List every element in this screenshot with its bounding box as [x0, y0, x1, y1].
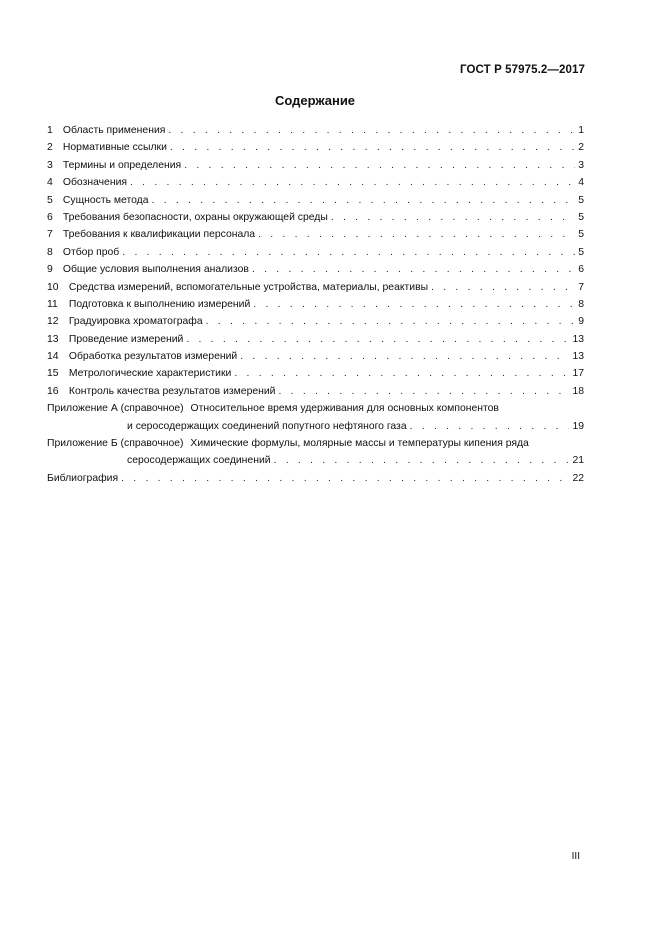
- toc-annex-a-continued[interactable]: [47, 418, 584, 435]
- toc-entry-label: Требования безопасности, охраны окружающей среды: [62, 211, 328, 223]
- toc-entry-label: Метрологические характеристики: [68, 368, 232, 380]
- dot-leader: [121, 470, 569, 487]
- toc-entry-16[interactable]: [47, 383, 584, 400]
- toc-annex-a[interactable]: [47, 400, 584, 417]
- toc-entry-page: 7: [578, 281, 584, 293]
- toc-entry-7[interactable]: [47, 226, 584, 243]
- toc-entry-label: Термины и определения: [62, 159, 182, 171]
- dot-leader: [278, 383, 569, 400]
- toc-entry-page: 18: [572, 385, 584, 397]
- toc-entry-page: 22: [572, 472, 584, 484]
- toc-entry-page: 19: [572, 420, 584, 432]
- annex-title-line2: серосодержащих соединений: [127, 455, 271, 467]
- annex-kind: Приложение А (справочное): [47, 403, 184, 415]
- toc-entry-page: 5: [578, 194, 584, 206]
- dot-leader: [253, 296, 575, 313]
- toc-entry-number: 11: [47, 298, 58, 310]
- toc-entry-label: Область применения: [62, 125, 166, 136]
- toc-entry-page: 13: [572, 351, 584, 363]
- toc-entry-13[interactable]: [47, 331, 584, 348]
- toc-entry-9[interactable]: [47, 261, 584, 278]
- toc-entry-number: 15: [47, 368, 59, 380]
- toc-entry-12[interactable]: [47, 313, 584, 330]
- toc-entry-label: Градуировка хроматографа: [68, 316, 203, 328]
- annex-title-line1: Относительное время удерживания для основных компонентов: [190, 403, 499, 415]
- toc-entry-number: 12: [47, 316, 59, 328]
- toc-entry-10[interactable]: [47, 279, 584, 296]
- toc-entry-2[interactable]: [47, 139, 584, 156]
- toc-entry-label: Общие условия выполнения анализов: [62, 264, 249, 276]
- toc-annex-b[interactable]: [47, 435, 584, 452]
- toc-title: Содержание: [274, 93, 356, 108]
- toc-entry-number: 1: [47, 125, 53, 136]
- toc-bibliography[interactable]: [47, 470, 584, 487]
- dot-leader: [184, 157, 575, 174]
- toc-entry-11[interactable]: [47, 296, 584, 313]
- toc-entry-label: Отбор проб: [62, 246, 120, 258]
- toc-entry-page: 8: [578, 298, 584, 310]
- dot-leader: [258, 226, 575, 243]
- annex-title-line1: Химические формулы, молярные массы и температуры кипения ряда: [190, 438, 529, 450]
- toc-entry-page: 21: [572, 455, 584, 467]
- toc-entry-label: Сущность метода: [62, 194, 149, 206]
- toc-entry-4[interactable]: [47, 174, 584, 191]
- toc-entry-14[interactable]: [47, 348, 584, 365]
- toc-entry-number: 2: [47, 142, 53, 154]
- toc-entry-3[interactable]: [47, 157, 584, 174]
- dot-leader: [274, 452, 570, 469]
- toc-entry-number: 8: [47, 246, 53, 258]
- toc-entry-label: Контроль качества результатов измерений: [68, 385, 276, 397]
- toc-entry-page: 5: [578, 211, 584, 223]
- toc-entry-page: 6: [578, 264, 584, 276]
- toc-entry-number: 4: [47, 177, 53, 189]
- toc-entry-page: 5: [578, 229, 584, 241]
- toc-entry-number: 14: [47, 351, 59, 363]
- toc-entry-number: 3: [47, 159, 53, 171]
- dot-leader: [252, 261, 575, 278]
- annex-title-line2: и серосодержащих соединений попутного нефтяного газа: [127, 420, 407, 432]
- toc-entry-label: Средства измерений, вспомогательные устройства, материалы, реактивы: [68, 281, 429, 293]
- toc-entry-label: Требования к квалификации персонала: [62, 229, 256, 241]
- dot-leader: [170, 139, 575, 156]
- toc-entry-label: Обозначения: [62, 177, 127, 189]
- toc-entry-page: 9: [578, 316, 584, 328]
- toc-entry-6[interactable]: [47, 209, 584, 226]
- toc-entry-page: 13: [572, 333, 584, 345]
- toc-entry-number: 16: [47, 385, 59, 397]
- toc-entry-label: Нормативные ссылки: [62, 142, 167, 154]
- toc-entry-page: 4: [578, 177, 584, 189]
- toc-entry-8[interactable]: [47, 244, 584, 261]
- toc-entry-number: 9: [47, 264, 53, 276]
- toc-entry-label: Библиография: [47, 472, 119, 484]
- toc-entry-page: 17: [572, 368, 584, 380]
- toc-entry-page: 2: [578, 142, 584, 154]
- toc-entry-number: 5: [47, 194, 53, 206]
- dot-leader: [168, 122, 575, 139]
- dot-leader: [122, 244, 575, 261]
- annex-kind: Приложение Б (справочное): [47, 438, 184, 450]
- dot-leader: [206, 313, 576, 330]
- toc-entry-1[interactable]: [47, 122, 584, 139]
- dot-leader: [186, 331, 569, 348]
- page-number: III: [571, 851, 580, 862]
- toc-entry-page: 1: [578, 125, 584, 136]
- dot-leader: [431, 279, 575, 296]
- dot-leader: [331, 209, 575, 226]
- dot-leader: [152, 192, 576, 209]
- dot-leader: [130, 174, 575, 191]
- toc-entry-15[interactable]: [47, 365, 584, 382]
- toc-entry-label: Обработка результатов измерений: [68, 351, 238, 363]
- dot-leader: [410, 418, 570, 435]
- toc-entry-label: Подготовка к выполнению измерений: [68, 298, 251, 310]
- document-code: ГОСТ Р 57975.2—2017: [460, 64, 585, 76]
- table-of-contents: [47, 122, 584, 487]
- toc-entry-number: 10: [47, 281, 59, 293]
- toc-entry-5[interactable]: [47, 192, 584, 209]
- toc-entry-page: 5: [578, 246, 584, 258]
- toc-entry-page: 3: [578, 159, 584, 171]
- toc-entry-number: 13: [47, 333, 59, 345]
- toc-entry-label: Проведение измерений: [68, 333, 184, 345]
- toc-annex-b-continued[interactable]: [47, 452, 584, 469]
- toc-entry-number: 6: [47, 211, 53, 223]
- dot-leader: [234, 365, 569, 382]
- toc-entry-number: 7: [47, 229, 53, 241]
- dot-leader: [240, 348, 569, 365]
